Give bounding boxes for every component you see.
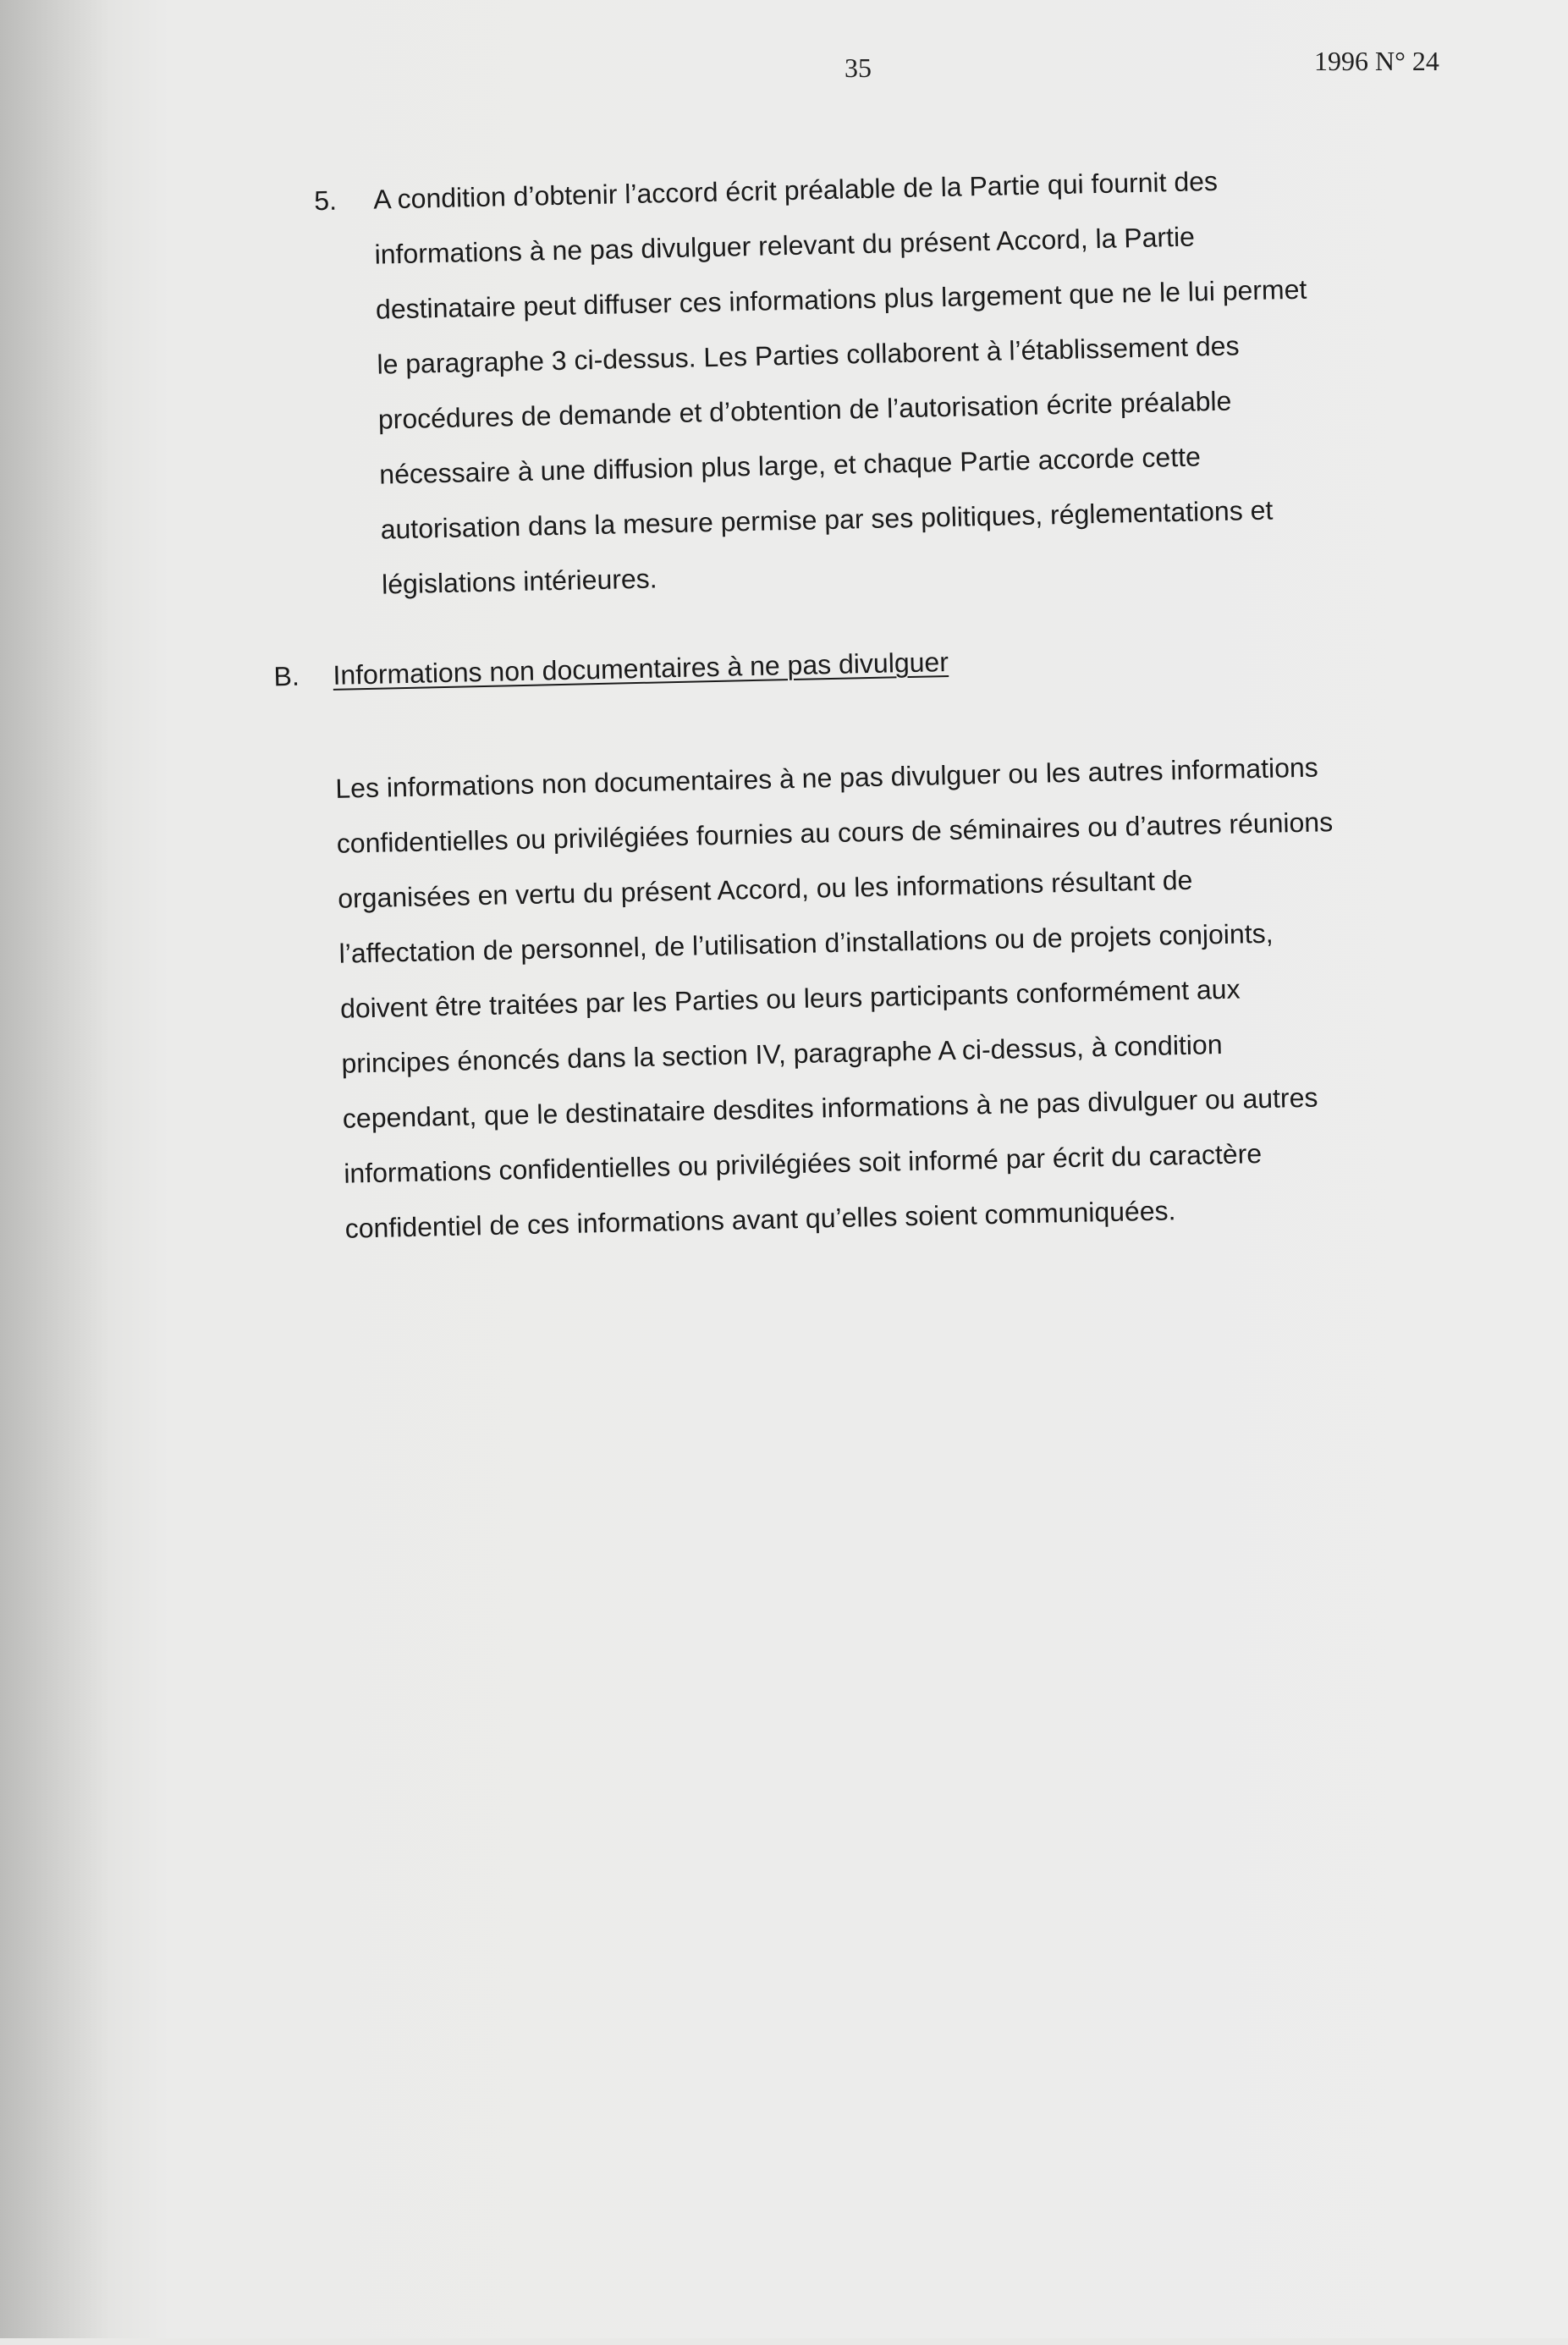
text-line: législations intérieures.: [381, 563, 657, 600]
text-line: destinataire peut diffuser ces informations plus largement que ne le lui permet: [375, 273, 1307, 325]
section-title: Informations non documentaires à ne pas divulguer: [333, 646, 949, 691]
page-number: 35: [845, 52, 872, 83]
text-line: informations confidentielles ou privilégiées soit informé par écrit du caractère: [343, 1138, 1263, 1189]
text-line: procédures de demande et d’obtention de l’autorisation écrite préalable: [377, 385, 1232, 435]
text-line: organisées en vertu du présent Accord, ou les informations résultant de: [337, 864, 1193, 914]
text-line: A condition d’obtenir l’accord écrit préalable de la Partie qui fournit des: [372, 165, 1219, 215]
text-line: nécessaire à une diffusion plus large, et chaque Partie accorde cette: [378, 441, 1202, 490]
paragraph-number: 5.: [313, 184, 338, 217]
section-b-paragraph: [335, 735, 1530, 1256]
text-line: cependant, que le destinataire desdites informations à ne pas divulguer ou autres: [342, 1082, 1318, 1134]
text-line: principes énoncés dans la section IV, paragraphe A ci-dessus, à condition: [341, 1029, 1223, 1079]
section-b-heading: [273, 647, 949, 692]
text-line: informations à ne pas divulguer relevant du présent Accord, la Partie: [374, 221, 1196, 270]
text-line: confidentiel de ces informations avant qu’elles soient communiquées.: [344, 1195, 1176, 1244]
text-line: doivent être traitées par les Parties ou leurs participants conformément aux: [339, 973, 1241, 1024]
text-line: l’affectation de personnel, de l’utilisation d’installations ou de projets conjoints,: [338, 917, 1274, 969]
text-line: confidentielles ou privilégiées fournies au cours de séminaires ou d’autres réunions: [336, 806, 1334, 859]
paragraph-5-text: [373, 149, 1449, 612]
text-line: Les informations non documentaires à ne pas divulguer ou les autres informations: [335, 751, 1319, 804]
text-line: autorisation dans la mesure permise par ses politiques, réglementations et: [380, 494, 1274, 545]
section-letter: B.: [273, 660, 300, 692]
paragraph-5: [313, 149, 1439, 600]
document-reference: 1996 N° 24: [1314, 46, 1439, 76]
text-line: le paragraphe 3 ci-dessus. Les Parties collaborent à l’établissement des: [377, 330, 1240, 380]
